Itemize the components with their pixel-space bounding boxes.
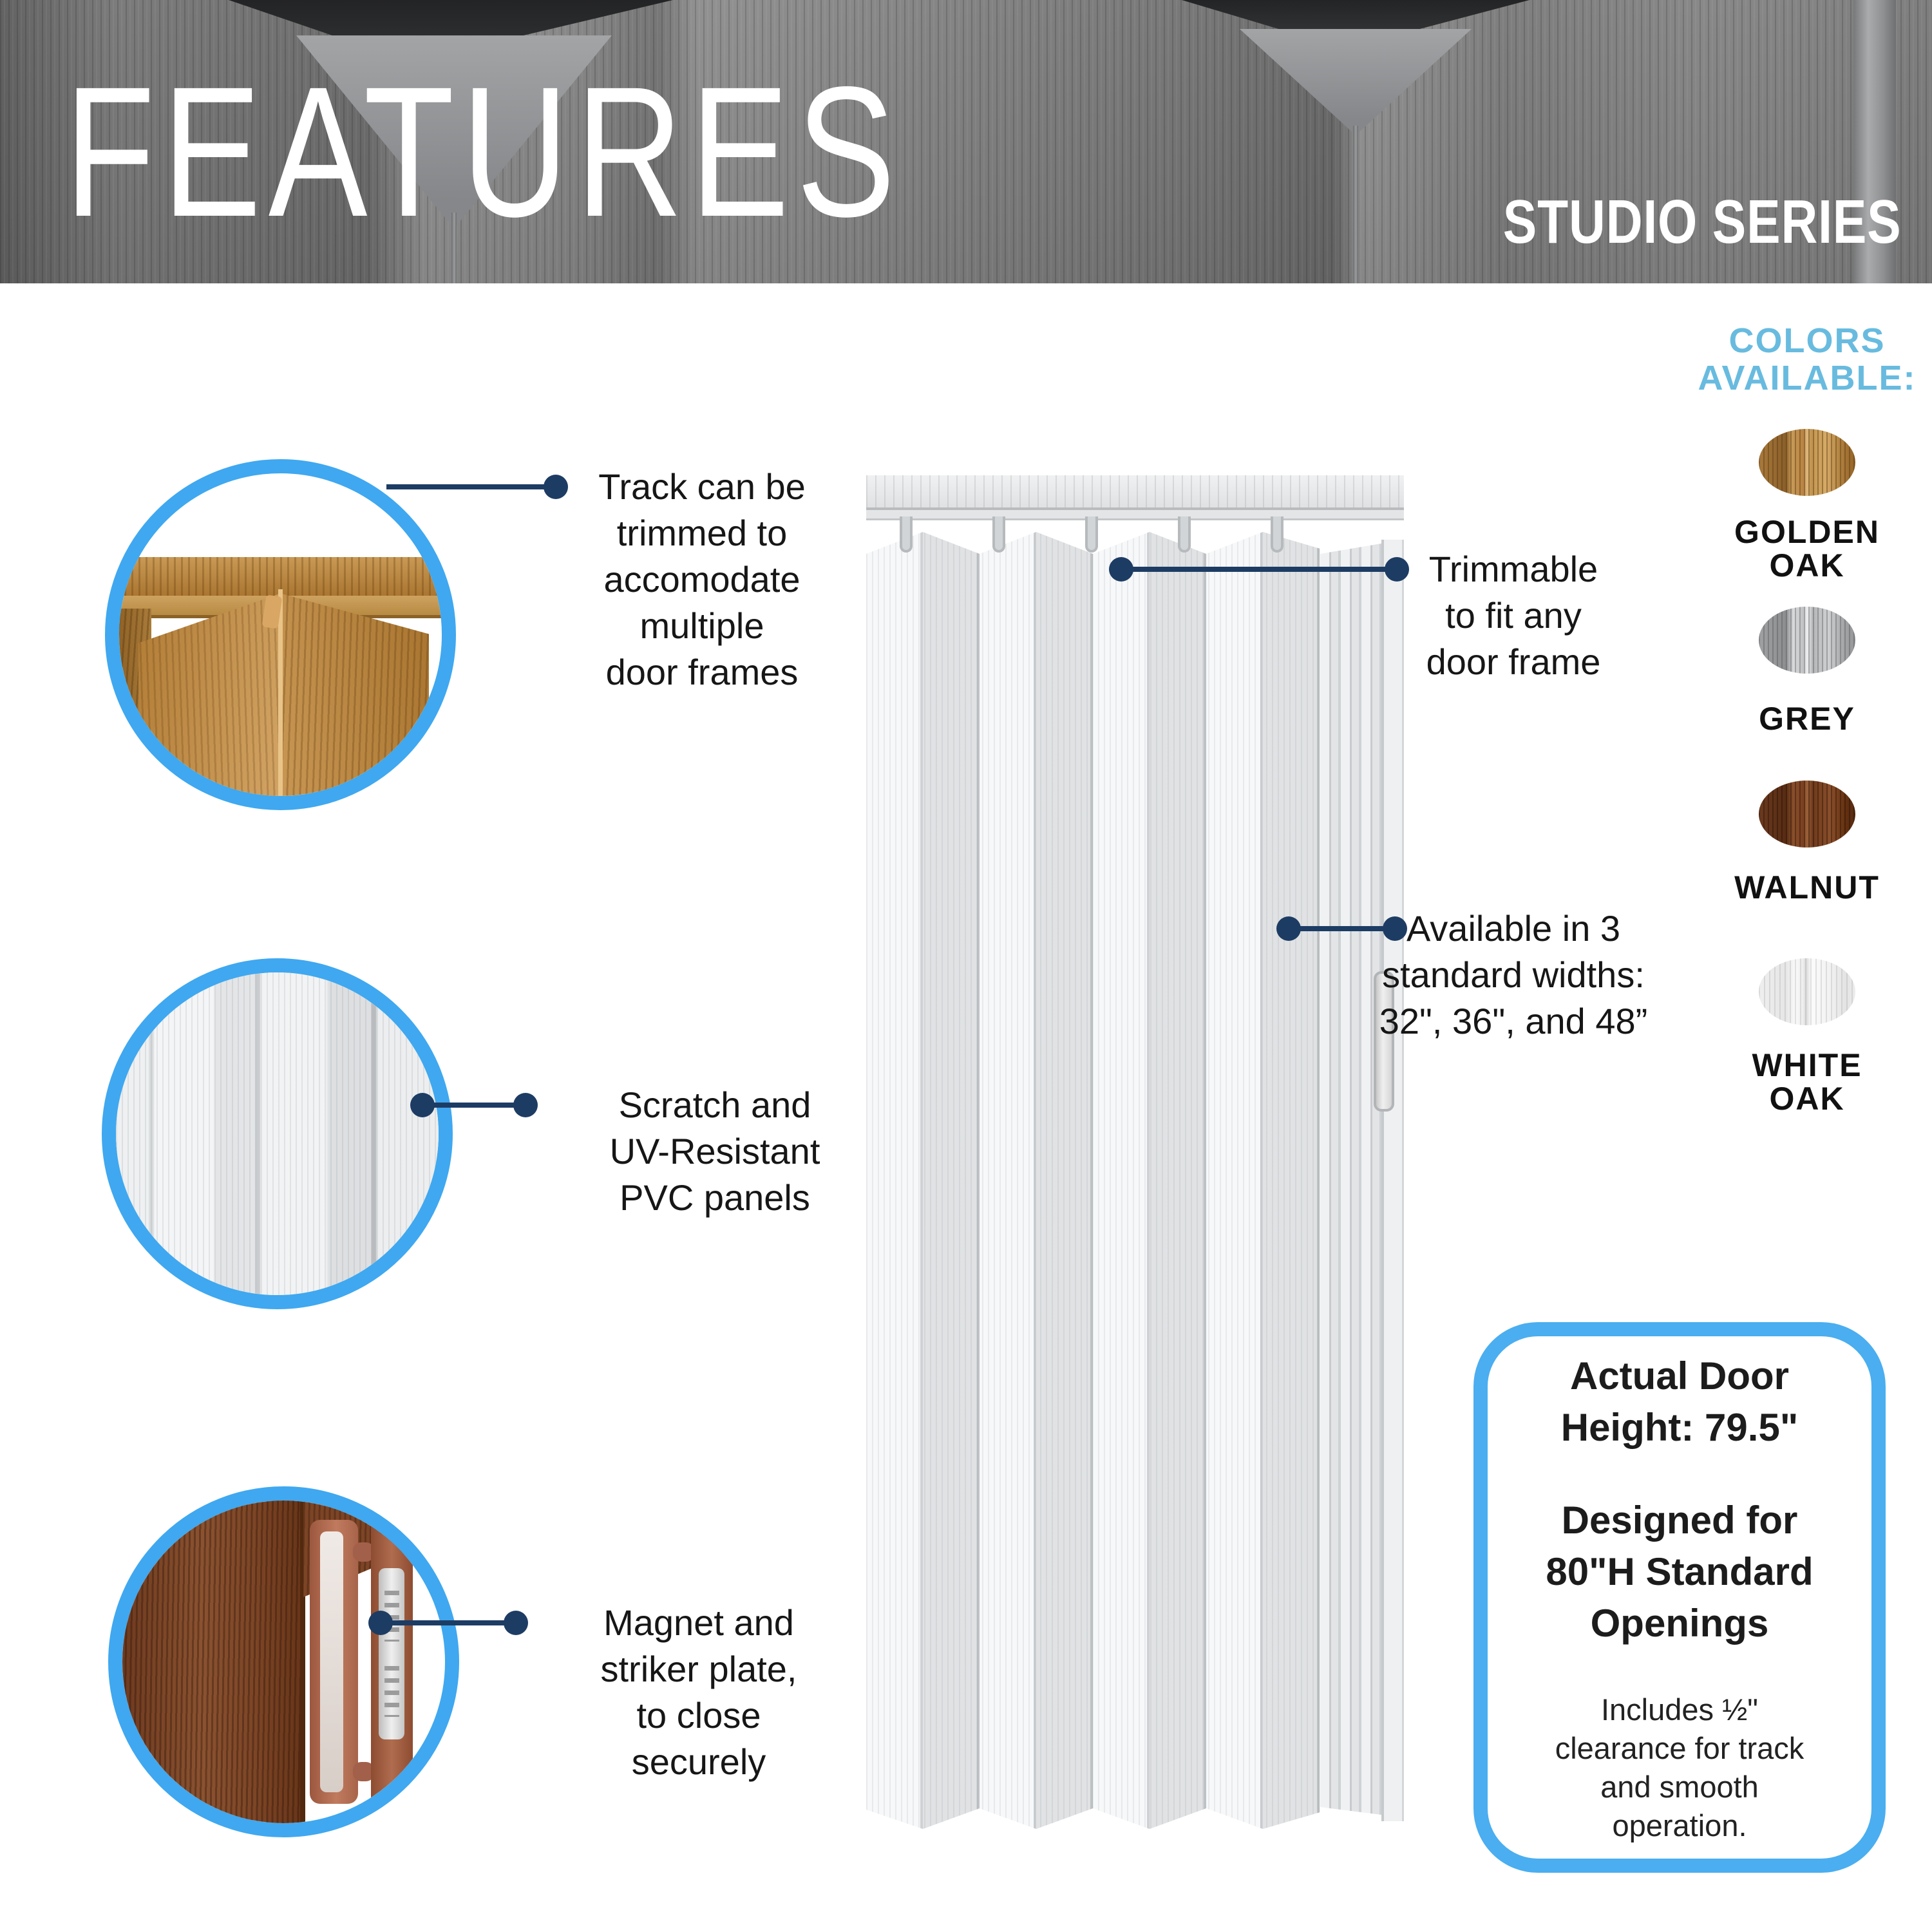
door-fold-corner-icon — [1240, 29, 1472, 135]
door-fold-seam — [1353, 126, 1358, 283]
callout-text-widths: Available in 3 standard widths: 32", 36", and 48” — [1379, 908, 1648, 1041]
door-track-rail — [866, 510, 1404, 520]
striker-plate-icon — [379, 1568, 404, 1739]
hanger-hook-icon — [900, 516, 913, 553]
callout-text-track: Track can be trimmed to accomodate multiple door frames — [598, 466, 806, 692]
hanger-hook-icon — [1271, 516, 1283, 553]
callout-dot-icon — [1109, 557, 1133, 582]
page-title: FEATURES — [64, 48, 903, 256]
swatch-walnut-icon — [1759, 781, 1855, 848]
feature-circle-track — [105, 459, 456, 810]
hanger-hook-icon — [992, 516, 1005, 553]
door-handle-face — [320, 1531, 343, 1793]
swatch-label-white-oak: WHITE OAK — [1752, 1047, 1862, 1117]
feature-circle-panels — [102, 958, 453, 1309]
callout-line — [1121, 567, 1396, 572]
door-handle — [310, 1520, 358, 1804]
magnet-photo — [122, 1501, 445, 1823]
panel-crease — [278, 589, 283, 806]
door-fold-panels — [866, 531, 1320, 1830]
spec-clearance-note: Includes ½" clearance for track and smooth operation. — [1555, 1692, 1804, 1842]
door-stacked-folds — [1320, 535, 1381, 1824]
callout-line — [422, 1103, 525, 1108]
callout-dot-icon — [410, 1093, 435, 1117]
track-photo — [119, 473, 442, 796]
callout-text-magnet: Magnet and striker plate, to close securely — [600, 1602, 797, 1782]
callout-line — [380, 1620, 515, 1625]
callout-text-panels: Scratch and UV-Resistant PVC panels — [609, 1084, 820, 1218]
callout-dot-icon — [1276, 916, 1301, 941]
callout-text-trimmable: Trimmable to fit any door frame — [1426, 549, 1601, 682]
pvc-panels-photo — [116, 972, 439, 1295]
hanger-hook-icon — [1178, 516, 1191, 553]
spec-designed-for: Designed for 80"H Standard Openings — [1546, 1498, 1814, 1645]
colors-available-heading: COLORS AVAILABLE: — [1698, 321, 1917, 397]
spec-box — [1473, 1322, 1886, 1873]
swatch-label-grey: GREY — [1759, 701, 1855, 737]
series-label: STUDIO SERIES — [1502, 187, 1901, 256]
accordion-door-illustration — [866, 475, 1404, 1830]
feature-circle-magnet — [108, 1486, 459, 1837]
door-track — [866, 475, 1404, 510]
swatch-grey-icon — [1759, 607, 1855, 674]
door-leading-edge — [1381, 540, 1404, 1821]
walnut-door-panel — [122, 1501, 300, 1823]
swatch-label-walnut: WALNUT — [1734, 869, 1880, 905]
banner — [0, 0, 1932, 283]
swatch-golden-oak-icon — [1759, 429, 1855, 496]
callout-dot-icon — [368, 1611, 393, 1635]
swatch-white-oak-icon — [1759, 958, 1855, 1025]
striker-plate-slots — [384, 1666, 399, 1718]
hanger-hook-icon — [1085, 516, 1098, 553]
spec-door-height: Actual Door Height: 79.5" — [1560, 1354, 1799, 1449]
swatch-label-golden-oak: GOLDEN OAK — [1734, 514, 1880, 583]
